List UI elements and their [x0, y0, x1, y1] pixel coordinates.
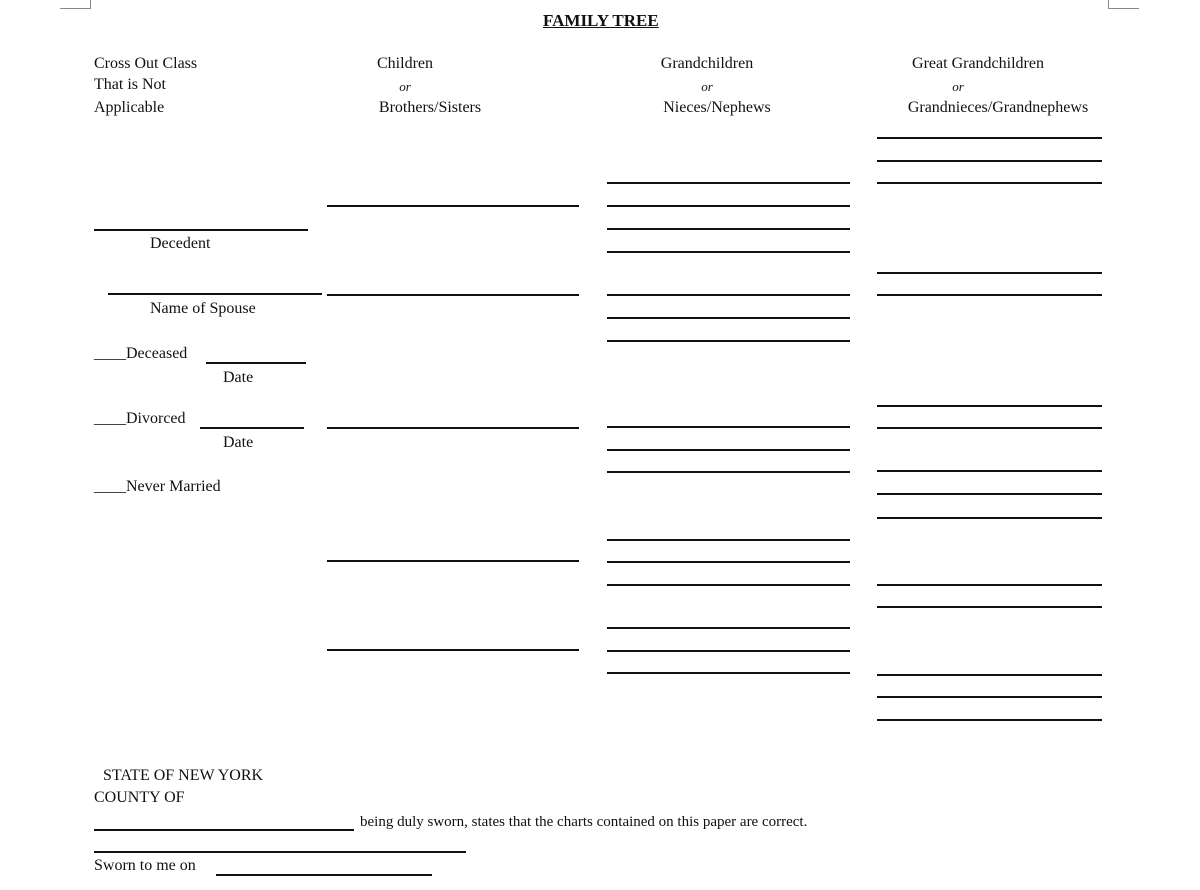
grandchildren-line[interactable] [607, 561, 850, 563]
sworn-date-line[interactable] [216, 874, 432, 876]
divorced-label: Divorced [126, 410, 186, 427]
page-corner-mark-left [60, 0, 91, 9]
grandchildren-line[interactable] [607, 340, 850, 342]
col2-header-line-2: Brothers/Sisters [378, 99, 482, 116]
decedent-label: Decedent [150, 235, 211, 252]
deceased-date-label: Date [223, 369, 254, 386]
second-signature-line[interactable] [94, 851, 466, 853]
grandchildren-line[interactable] [607, 627, 850, 629]
great-grandchildren-line[interactable] [877, 674, 1102, 676]
sworn-to-label: Sworn to me on [94, 857, 196, 874]
great-grandchildren-line[interactable] [877, 427, 1102, 429]
children-line[interactable] [327, 205, 579, 207]
col3-header-line-2: Nieces/Nephews [663, 99, 771, 116]
deceased-label: Deceased [126, 345, 188, 362]
col2-header-line-1: Children [377, 55, 433, 72]
great-grandchildren-line[interactable] [877, 294, 1102, 296]
deceased-checkbox-line[interactable] [94, 344, 187, 364]
divorced-blank: ____ [94, 410, 126, 427]
children-line[interactable] [327, 427, 579, 429]
decedent-line[interactable] [94, 229, 308, 231]
grandchildren-line[interactable] [607, 251, 850, 253]
great-grandchildren-line[interactable] [877, 493, 1102, 495]
never-married-checkbox-line[interactable] [94, 477, 221, 497]
sworn-statement: being duly sworn, states that the charts contained on this paper are correct. [360, 814, 808, 830]
deceased-date-line[interactable] [206, 362, 306, 364]
great-grandchildren-line[interactable] [877, 137, 1102, 139]
great-grandchildren-line[interactable] [877, 696, 1102, 698]
children-line[interactable] [327, 649, 579, 651]
col4-header-line-2: Grandnieces/Grandnephews [907, 99, 1089, 116]
great-grandchildren-line[interactable] [877, 272, 1102, 274]
divorced-checkbox-line[interactable] [94, 409, 186, 429]
col1-header-line-1: Cross Out Class [94, 55, 198, 72]
great-grandchildren-line[interactable] [877, 584, 1102, 586]
deceased-blank: ____ [94, 345, 126, 362]
divorced-date-label: Date [223, 434, 254, 451]
grandchildren-line[interactable] [607, 539, 850, 541]
grandchildren-line[interactable] [607, 584, 850, 586]
grandchildren-line[interactable] [607, 317, 850, 319]
col1-header-line-2: That is Not [94, 76, 166, 93]
grandchildren-line[interactable] [607, 650, 850, 652]
great-grandchildren-line[interactable] [877, 606, 1102, 608]
grandchildren-line[interactable] [607, 205, 850, 207]
grandchildren-line[interactable] [607, 471, 850, 473]
affiant-name-line[interactable] [94, 829, 354, 831]
great-grandchildren-line[interactable] [877, 470, 1102, 472]
county-label: COUNTY OF [94, 789, 185, 806]
spouse-name-line[interactable] [108, 293, 322, 295]
spouse-label: Name of Spouse [150, 300, 256, 317]
grandchildren-line[interactable] [607, 228, 850, 230]
col3-header-line-1: Grandchildren [660, 55, 754, 72]
col3-header-or: or [701, 79, 713, 94]
great-grandchildren-line[interactable] [877, 182, 1102, 184]
great-grandchildren-line[interactable] [877, 405, 1102, 407]
grandchildren-line[interactable] [607, 294, 850, 296]
grandchildren-line[interactable] [607, 672, 850, 674]
col1-header-line-3: Applicable [94, 99, 165, 116]
children-line[interactable] [327, 560, 579, 562]
col2-header-or: or [399, 79, 411, 94]
never-married-label: Never Married [126, 478, 221, 495]
grandchildren-line[interactable] [607, 182, 850, 184]
grandchildren-line[interactable] [607, 449, 850, 451]
divorced-date-line[interactable] [200, 427, 304, 429]
document-title: FAMILY TREE [543, 11, 659, 30]
grandchildren-line[interactable] [607, 426, 850, 428]
children-line[interactable] [327, 294, 579, 296]
great-grandchildren-line[interactable] [877, 517, 1102, 519]
never-married-blank: ____ [94, 478, 126, 495]
great-grandchildren-line[interactable] [877, 719, 1102, 721]
page-corner-mark-right [1108, 0, 1139, 9]
col4-header-line-1: Great Grandchildren [912, 55, 1044, 72]
great-grandchildren-line[interactable] [877, 160, 1102, 162]
col4-header-or: or [952, 79, 964, 94]
state-label: STATE OF NEW YORK [103, 767, 264, 784]
